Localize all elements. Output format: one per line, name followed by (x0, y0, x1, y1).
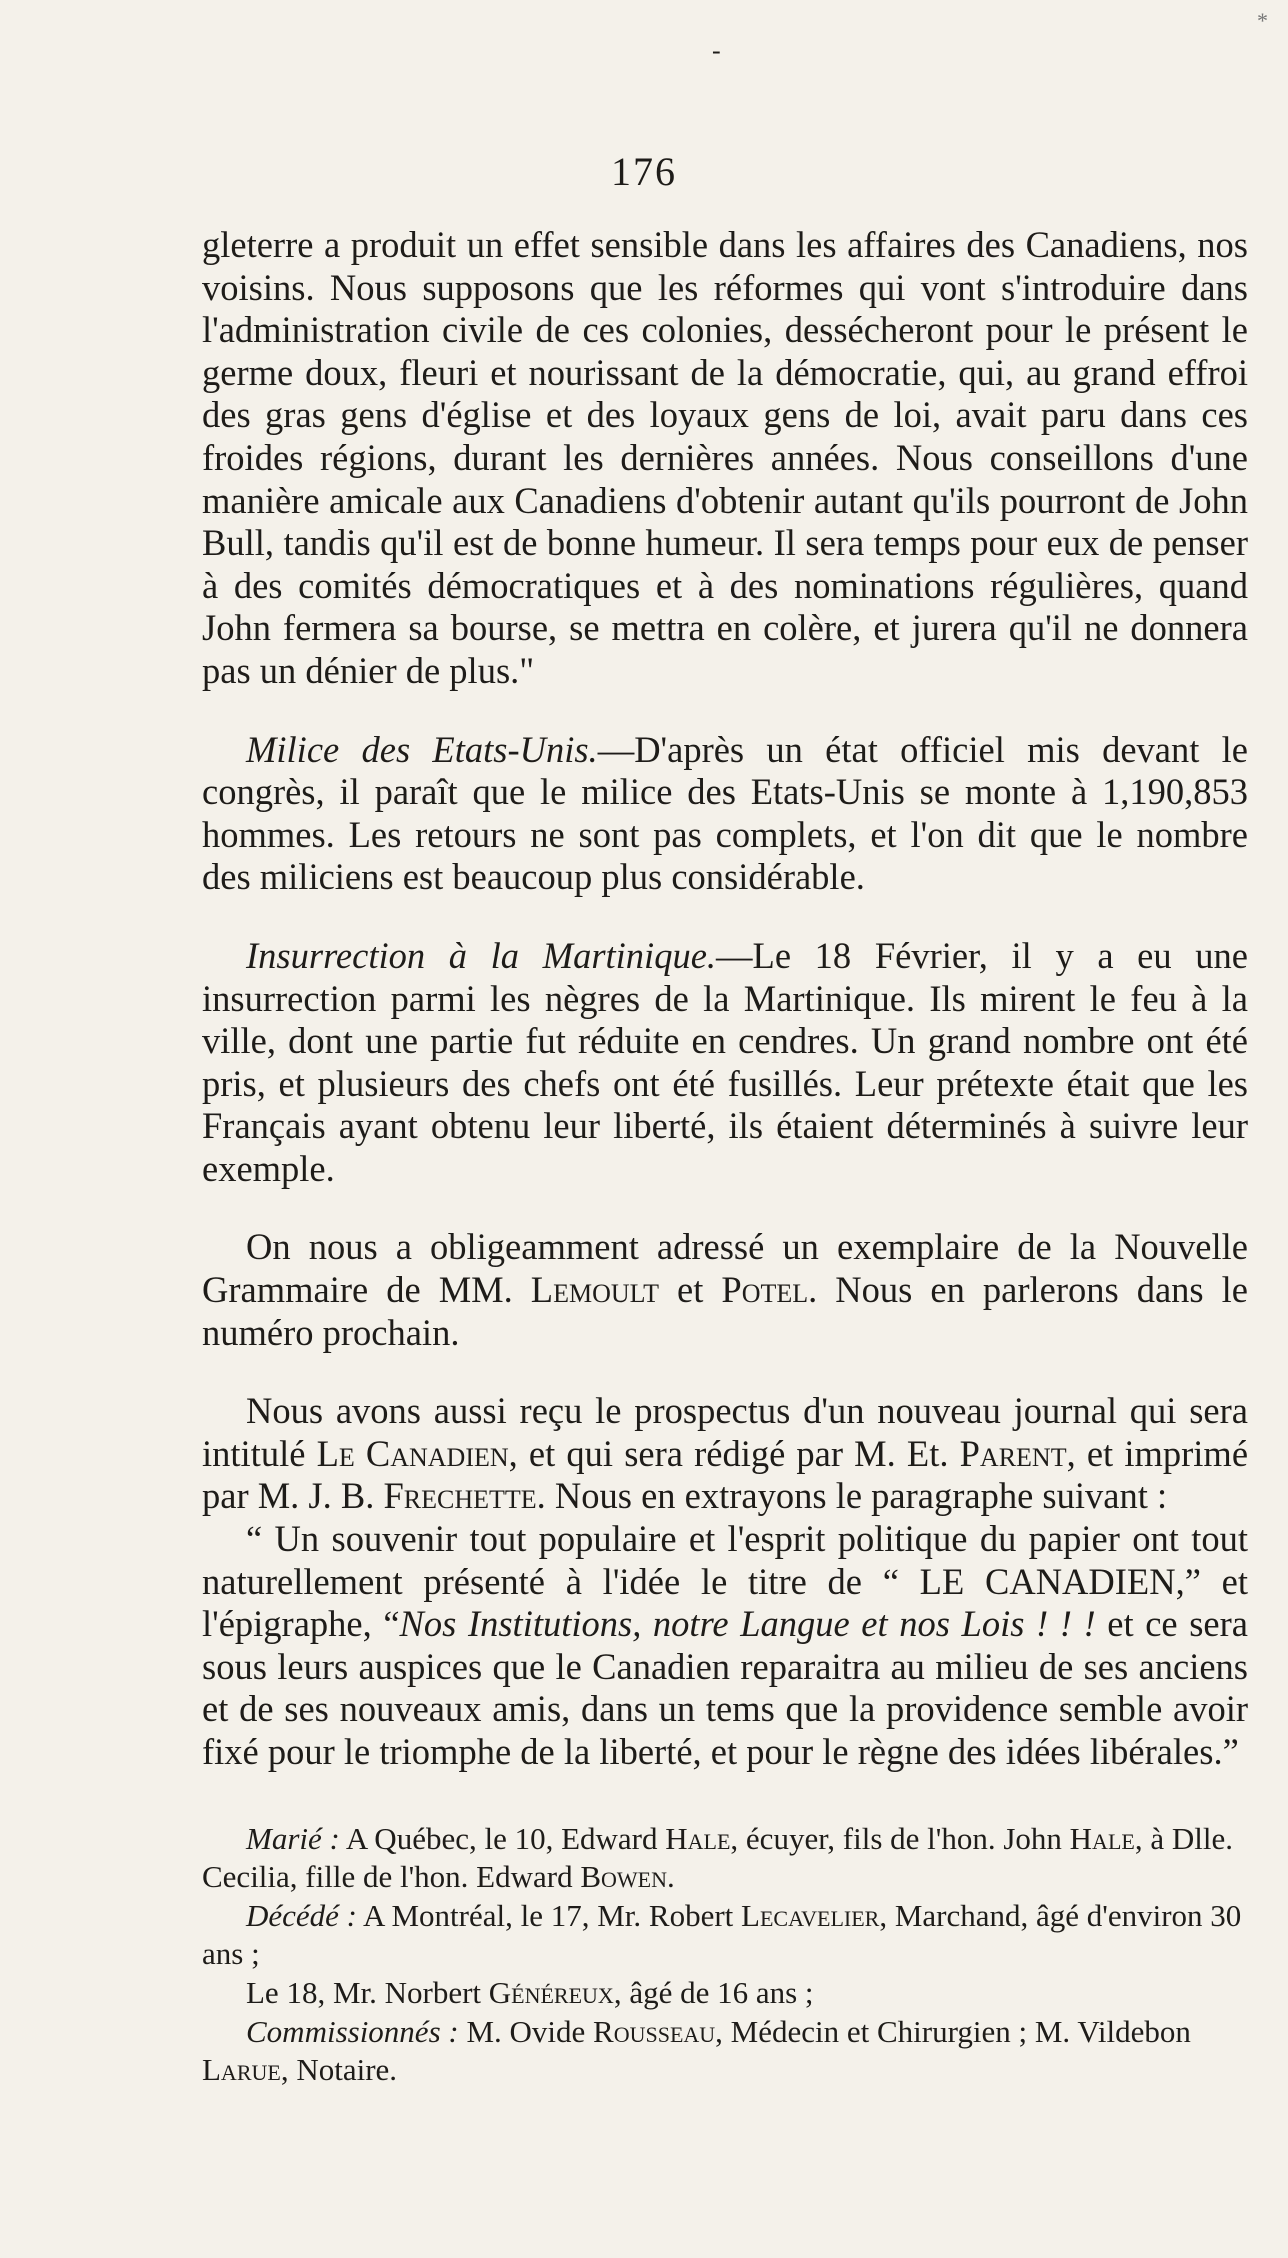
paragraph-quote (202, 1518, 1248, 1774)
journal-title: Le Canadien (316, 1432, 509, 1474)
page-number: 176 (611, 149, 677, 194)
author-name-lemoult: Lemoult (530, 1269, 660, 1311)
notice-decede (202, 1897, 1248, 1974)
author-name-potel: Potel (721, 1269, 809, 1311)
decede-text-b: , Marchand, âgé d'environ 30 ans ; (202, 1897, 1242, 1972)
notice-marie (202, 1820, 1248, 1897)
decede-text-a: A Montréal, le 17, Mr. Robert (357, 1897, 742, 1933)
top-mark: - (712, 36, 721, 65)
grammaire-text-c: . Nous en parlerons dans le numéro prochain. (202, 1269, 1248, 1353)
decede-name-2: Généreux (488, 1974, 614, 2010)
grammaire-text-a: On nous a obligeamment adressé un exemplaire de la Nouvelle Grammaire de MM. (202, 1226, 1248, 1311)
marie-name-2: Hale (1069, 1820, 1135, 1856)
paragraph-prospectus (202, 1390, 1248, 1518)
editor-name: Parent (959, 1432, 1067, 1474)
notice-commissionnes (202, 2013, 1248, 2090)
journal-motto: Nos Institutions, notre Langue et nos Lois ! ! ! (399, 1603, 1096, 1645)
corner-mark: * (1257, 8, 1268, 33)
decede-line2-a: Le 18, Mr. Norbert (246, 1974, 489, 2010)
prospectus-text-c: , et imprimé par M. J. B. (202, 1432, 1249, 1517)
marie-label: Marié : (246, 1820, 340, 1856)
commissionnes-text-c: , Notaire. (280, 2052, 398, 2088)
insurrection-text: —Le 18 Février, il y a eu une insurrection parmi les nègres de la Martinique. Ils mirent le feu à la ville, dont une partie fut réduite en cendres. Un grand nombre ont été pris, et plusieurs des chefs ont été fusillés. Leur prétexte était que les Français ayant obtenu leur liberté, ils étaient déterminés à suivre leur exemple. (202, 934, 1248, 1189)
notice-decede-2 (202, 1974, 1248, 2013)
grammaire-text-b: et (659, 1269, 722, 1311)
decede-line2-b: , âgé de 16 ans ; (613, 1974, 814, 2010)
milice-text: —D'après un état officiel mis devant le congrès, il paraît que le milice des Etats-Unis se monte à 1,190,853 hommes. Les retours ne sont pas complets, et l'on dit que le nombre des miliciens est beaucoup plus considérable. (202, 728, 1248, 898)
insurrection-heading: Insurrection à la Martinique. (246, 934, 717, 976)
decede-name-1: Lecavelier (741, 1897, 880, 1933)
printer-name: Frechette (383, 1475, 537, 1517)
paragraph-milice (202, 729, 1248, 899)
prospectus-text-a: Nous avons aussi reçu le prospectus d'un nouveau journal qui sera intitulé (202, 1390, 1248, 1474)
prospectus-text-b: , et qui sera rédigé par M. Et. (508, 1432, 960, 1474)
marie-name-1: Hale (665, 1820, 731, 1856)
notices-section (202, 1820, 1248, 2090)
commissionnes-name-2: Larue (202, 2052, 281, 2088)
marie-text-c: , à Dlle. Cecilia, fille de l'hon. Edward (202, 1820, 1233, 1895)
page-body (202, 224, 1248, 2090)
marie-name-3: Bowen (580, 1859, 667, 1895)
marie-text-b: , écuyer, fils de l'hon. John (730, 1820, 1070, 1856)
prospectus-text-d: . Nous en extrayons le paragraphe suivant : (536, 1475, 1168, 1517)
milice-heading: Milice des Etats-Unis. (246, 728, 598, 770)
quote-text-a: “ Un souvenir tout populaire et l'esprit politique du papier ont tout naturellement présenté à l'idée le titre de “ LE CANADIEN,” et l'épigraphe, “ (202, 1518, 1248, 1645)
paragraph-insurrection (202, 935, 1248, 1191)
paragraph-grammaire (202, 1226, 1248, 1354)
decede-label: Décédé : (246, 1897, 357, 1933)
commissionnes-text-b: , Médecin et Chirurgien ; M. Vildebon (715, 2013, 1191, 2049)
marie-text-d: . (666, 1859, 675, 1895)
quote-text-b: et ce sera sous leurs auspices que le Canadien reparaitra au milieu de ses anciens et de ses nouveaux amis, dans un tems que la providence semble avoir fixé pour le triomphe de la liberté, et pour le règne des idées libérales.” (202, 1603, 1248, 1772)
paragraph-continuation: gleterre a produit un effet sensible dans les affaires des Canadiens, nos voisins. Nous supposons que les réformes qui vont s'introduire dans l'administration civile de ces colonies, dessécheront pour le présent le germe doux, fleuri et nourissant de la démocratie, qui, au grand effroi des gras gens d'église et des loyaux gens de loi, avait paru dans ces froides régions, durant les dernières années. Nous conseillons d'une manière amicale aux Canadiens d'obtenir autant qu'ils pourront de John Bull, tandis qu'il est de bonne humeur. Il sera temps pour eux de penser à des comités démocratiques et à des nominations régulières, quand John fermera sa bourse, se mettra en colère, et jurera qu'il ne donnera pas un dénier de plus." (202, 224, 1248, 691)
marie-text-a: A Québec, le 10, Edward (339, 1820, 666, 1856)
commissionnes-name-1: Rousseau (593, 2013, 716, 2049)
commissionnes-label: Commissionnés : (246, 2013, 459, 2049)
commissionnes-text-a: M. Ovide (458, 2013, 594, 2049)
